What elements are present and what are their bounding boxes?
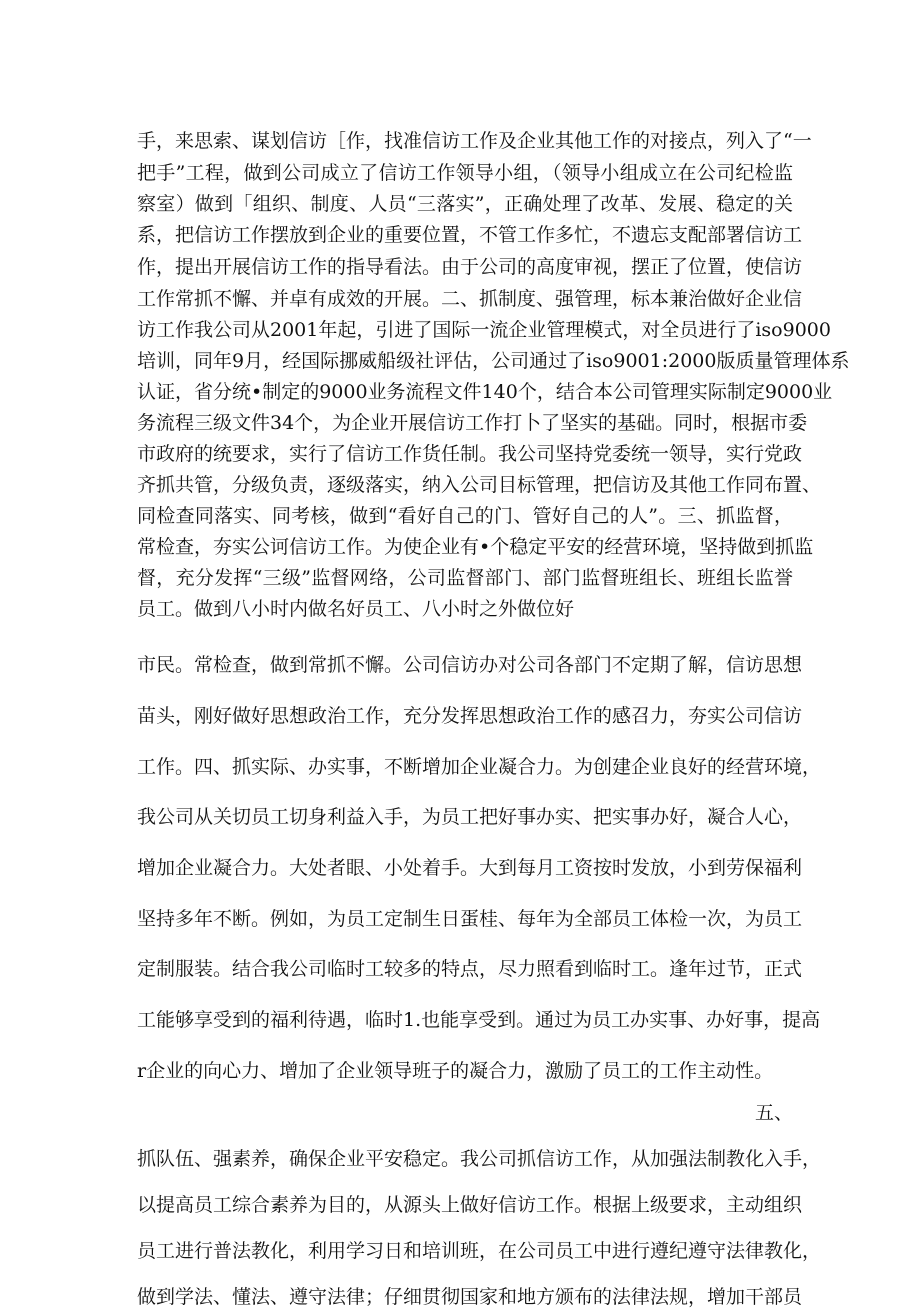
paragraph-line: 作，提出开展信访工作的指导看法。由于公司的高度审视，摆正了位置，使信访 [137,256,803,278]
paragraph-line: 坚持多年不断。例如，为员工定制生日蛋桂、每年为全部员工体检一次，为员工 [137,908,803,930]
paragraph-line: 苗头，刚好做好思想政治工作，充分发挥思想政治工作的感召力，夯实公司信访 [137,705,803,727]
paragraph-line: 抓队伍、强素养，确保企业平安稳定。我公司抓信访工作，从加强法制教化入手， [137,1148,822,1170]
paragraph-line: 访工作我公司从2001年起，引进了国际一流企业管理模式，对全员进行了iso9000 [137,319,831,341]
paragraph-line: 以提高员工综合素养为目的，从源头上做好信访工作。根据上级要求，主动组织 [137,1194,803,1216]
paragraph-line: 同检查同落实、同考核，做到“看好自己的门、管好自己的人”。三、抓监督， [137,505,793,527]
paragraph-line: 市民。常检查，做到常抓不懈。公司信访办对公司各部门不定期了解，信访思想 [137,654,803,676]
paragraph-line: 工能够享受到的福利待遇，临时1.也能享受到。通过为员工办实事、办好事，提高 [137,1009,821,1031]
paragraph-line: 员工进行普法教化，利用学习日和培训班，在公司员工中进行遵纪遵守法律教化， [137,1240,822,1262]
paragraph-line: 做到学法、懂法、遵守法律；仔细贯彻国家和地方颁布的法律法规，增加干部员 [137,1286,803,1308]
paragraph-line: r企业的向心力、增加了企业领导班子的凝合力，激励了员工的工作主动性。 [137,1060,774,1082]
paragraph-line: 我公司从关切员工切身利益入手，为员工把好事办实、把实事办好，凝合人心， [137,806,803,828]
section-heading: 五、 [754,1102,793,1124]
paragraph-line: 督，充分发挥“三级”监督网络，公司监督部门、部门监督班组长、班组长监誉 [137,567,793,589]
paragraph-line: 把手”工程，做到公司成立了信访工作领导小组，（领导小组成立在公司纪检监 [137,162,793,184]
paragraph-line: 员工。做到八小时内做名好员工、八小时之外做位好 [137,598,575,620]
paragraph-line: 培训，同年9月，经国际挪威船级社评估，公司通过了iso9001:2000版质量管理体系 [137,350,850,372]
paragraph-line: 察室）做到「组织、制度、人员“三落实”，正确处理了改革、发展、稳定的关 [137,193,793,215]
paragraph-line: 系，把信访工作摆放到企业的重要位置，不管工作多忙，不遗忘支配部署信访工 [137,224,803,246]
paragraph-line: 工作。四、抓实际、办实事，不断增加企业凝合力。为创建企业良好的经营环境， [137,756,822,778]
paragraph-line: 市政府的统要求，实行了信访工作货任制。我公司坚持党委统一领导，实行党政 [137,443,803,465]
paragraph-line: 常检查，夯实公诃信访工作。为使企业有•个稳定平安的经营环境，坚持做到抓监 [137,536,814,558]
paragraph-line: 工作常抓不懈、并卓有成效的开展。二、抓制度、强管理，标本兼治做好企业信 [137,288,803,310]
paragraph-line: 认证，省分统•制定的9000业务流程文件140个，结合本公司管理实际制定9000业 [137,381,833,403]
paragraph-line: 务流程三级文件34个，为企业开展信访工作打卜了坚实的基础。同时，根据市委 [137,412,808,434]
paragraph-line: 手，来思索、谋划信访［作，找准信访工作及企业其他工作的对接点，列入了“一 [137,130,812,152]
paragraph-line: 增加企业凝合力。大处者眼、小处着手。大到每月工资按时发放，小到劳保福利 [137,857,803,879]
paragraph-line: 定制服装。结合我公司临时工较多的特点，尽力照看到临时工。逢年过节，正式 [137,958,803,980]
paragraph-line: 齐抓共管，分级负责，逐级落实，纳入公司目标管理，把信访及其他工作同布置、 [137,474,822,496]
